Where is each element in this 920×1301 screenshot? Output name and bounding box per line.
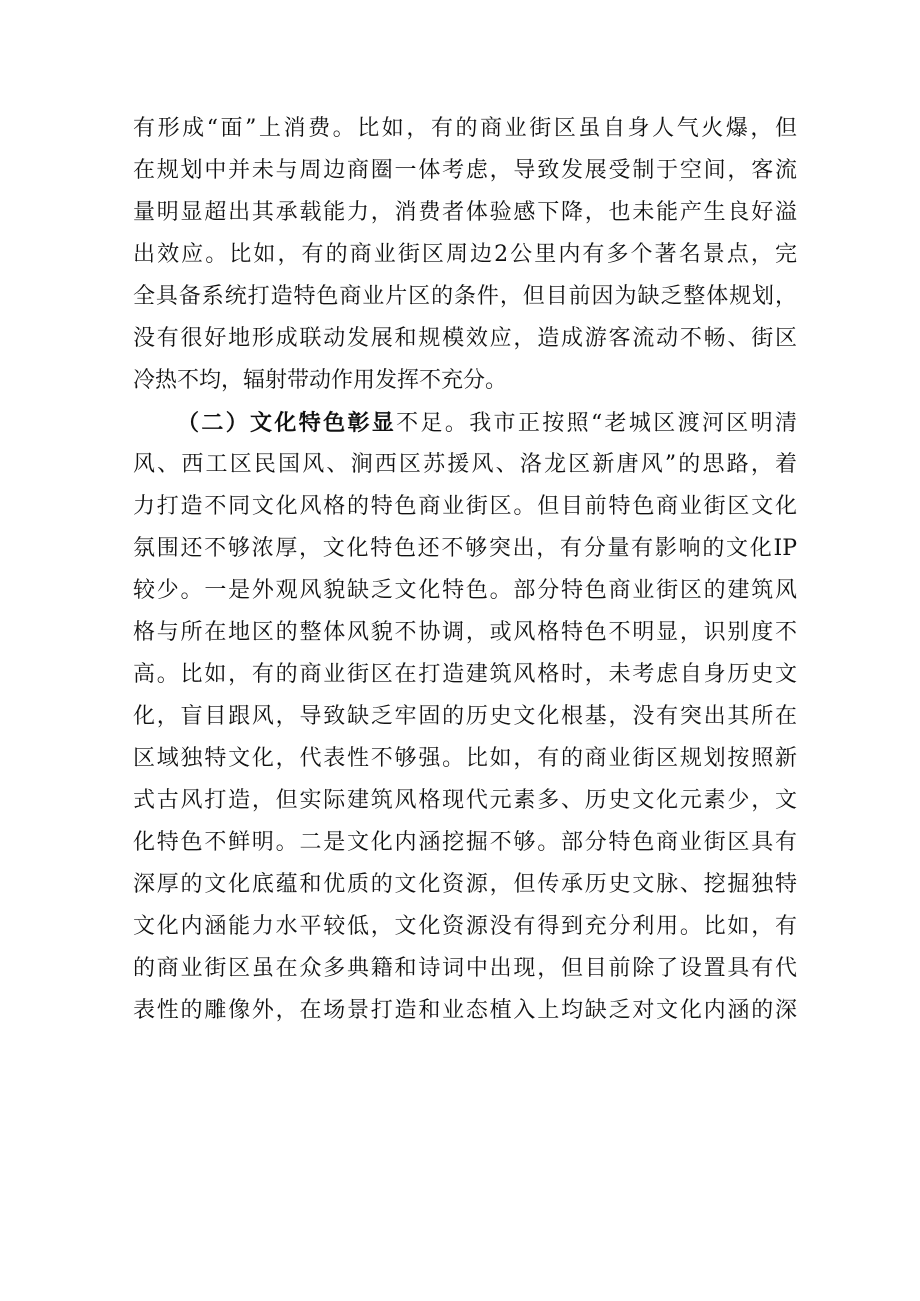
paragraph-line: 式古风打造，但实际建筑风格现代元素多、历史文化元素少，文 <box>133 788 797 813</box>
paragraph-line: 有形成“面”上消费。比如，有的商业街区虽自身人气火爆，但 <box>133 116 797 141</box>
body-text <box>133 108 797 1032</box>
paragraph-line: 格与所在地区的整体风貌不协调，或风格特色不明显，识别度不 <box>133 620 797 645</box>
paragraph-line: 化，盲目跟风，导致缺乏牢固的历史文化根基，没有突出其所在 <box>133 704 797 729</box>
paragraph-line: 力打造不同文化风格的特色商业街区。但目前特色商业街区文化 <box>133 494 797 519</box>
section-heading: （二）文化特色彰显 <box>177 410 397 436</box>
paragraph-line: 量明显超出其承载能力，消费者体验感下降，也未能产生良好溢 <box>133 200 797 225</box>
paragraph-line: 出效应。比如，有的商业街区周边2公里内有多个著名景点，完 <box>133 242 797 267</box>
paragraph-line: 风、西工区民国风、涧西区苏援风、洛龙区新唐风”的思路，着 <box>133 452 797 477</box>
paragraph-line: 冷热不均，辐射带动作用发挥不充分。 <box>133 368 508 393</box>
paragraph-line: 全具备系统打造特色商业片区的条件，但目前因为缺乏整体规划， <box>133 284 797 309</box>
paragraph-line: 较少。一是外观风貌缺乏文化特色。部分特色商业街区的建筑风 <box>133 578 797 603</box>
paragraph-line: 的商业街区虽在众多典籍和诗词中出现，但目前除了设置具有代 <box>133 956 797 981</box>
paragraph-line: 区域独特文化，代表性不够强。比如，有的商业街区规划按照新 <box>133 746 797 771</box>
paragraph-line: 在规划中并未与周边商圈一体考虑，导致发展受制于空间，客流 <box>133 158 797 183</box>
paragraph-line: 没有很好地形成联动发展和规模效应，造成游客流动不畅、街区 <box>133 326 797 351</box>
paragraph-line: 高。比如，有的商业街区在打造建筑风格时，未考虑自身历史文 <box>133 662 797 687</box>
paragraph-line: 深厚的文化底蕴和优质的文化资源，但传承历史文脉、挖掘独特 <box>133 872 797 897</box>
paragraph-line: 文化内涵能力水平较低，文化资源没有得到充分利用。比如，有 <box>133 914 797 939</box>
section-heading-line <box>133 402 797 444</box>
paragraph-line: 表性的雕像外，在场景打造和业态植入上均缺乏对文化内涵的深 <box>133 998 797 1023</box>
paragraph-line: 化特色不鲜明。二是文化内涵挖掘不够。部分特色商业街区具有 <box>133 830 797 855</box>
section-heading-rest: 不足。我市正按照“老城区渡河区明清 <box>396 411 797 436</box>
paragraph-line: 氛围还不够浓厚，文化特色还不够突出，有分量有影响的文化IP <box>133 536 797 561</box>
